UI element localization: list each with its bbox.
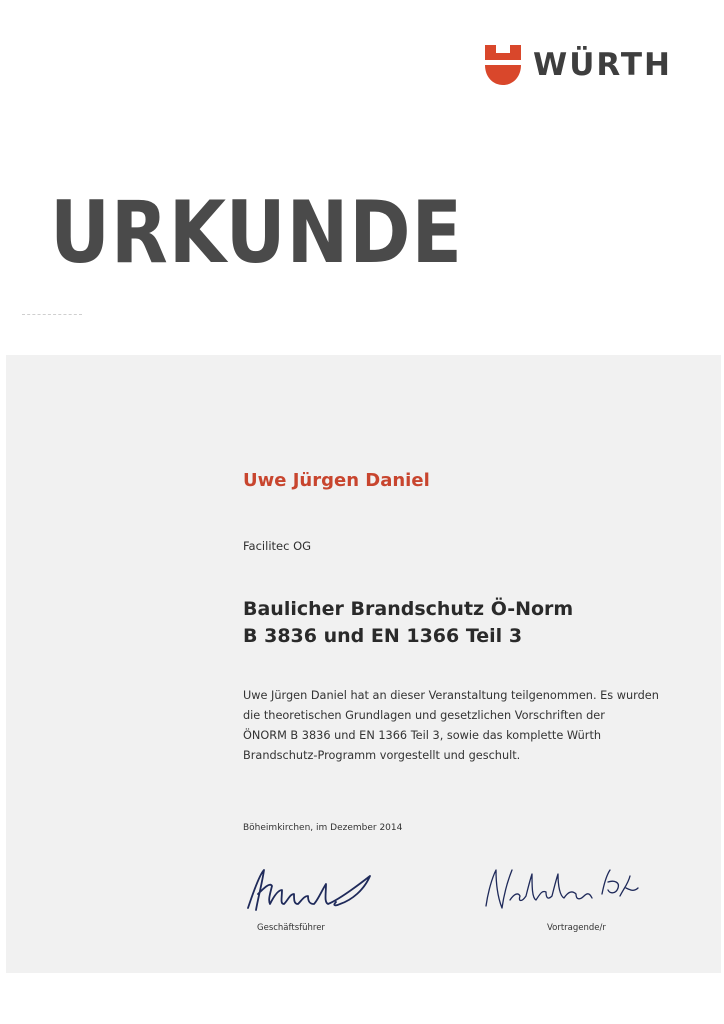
course-title xyxy=(243,596,573,650)
managing-director-label: Geschäftsführer xyxy=(257,923,325,933)
wuerth-logo xyxy=(483,42,672,88)
speaker-signature xyxy=(480,858,645,920)
body-line: Uwe Jürgen Daniel hat an dieser Veranstaltung teilgenommen. Es wurden xyxy=(243,689,659,702)
managing-director-signature xyxy=(240,860,390,920)
course-title-line1: Baulicher Brandschutz Ö-Norm xyxy=(243,598,574,620)
course-title-line2: B 3836 und EN 1366 Teil 3 xyxy=(243,625,523,647)
certificate-title: URKUNDE xyxy=(50,183,463,283)
recipient-name: Uwe Jürgen Daniel xyxy=(243,470,430,491)
company-name: Facilitec OG xyxy=(243,539,312,553)
wuerth-logo-mark-icon xyxy=(483,43,523,87)
body-line: ÖNORM B 3836 und EN 1366 Teil 3, sowie das komplette Würth xyxy=(243,729,602,742)
place-date: Böheimkirchen, im Dezember 2014 xyxy=(243,823,403,833)
body-line: Brandschutz-Programm vorgestellt und geschult. xyxy=(243,749,521,762)
body-line: die theoretischen Grundlagen und gesetzlichen Vorschriften der xyxy=(243,709,605,722)
speaker-label: Vortragende/r xyxy=(547,923,606,933)
wuerth-logo-text: WÜRTH xyxy=(533,46,672,83)
scan-artifact xyxy=(22,314,82,317)
certificate-body xyxy=(243,686,693,766)
